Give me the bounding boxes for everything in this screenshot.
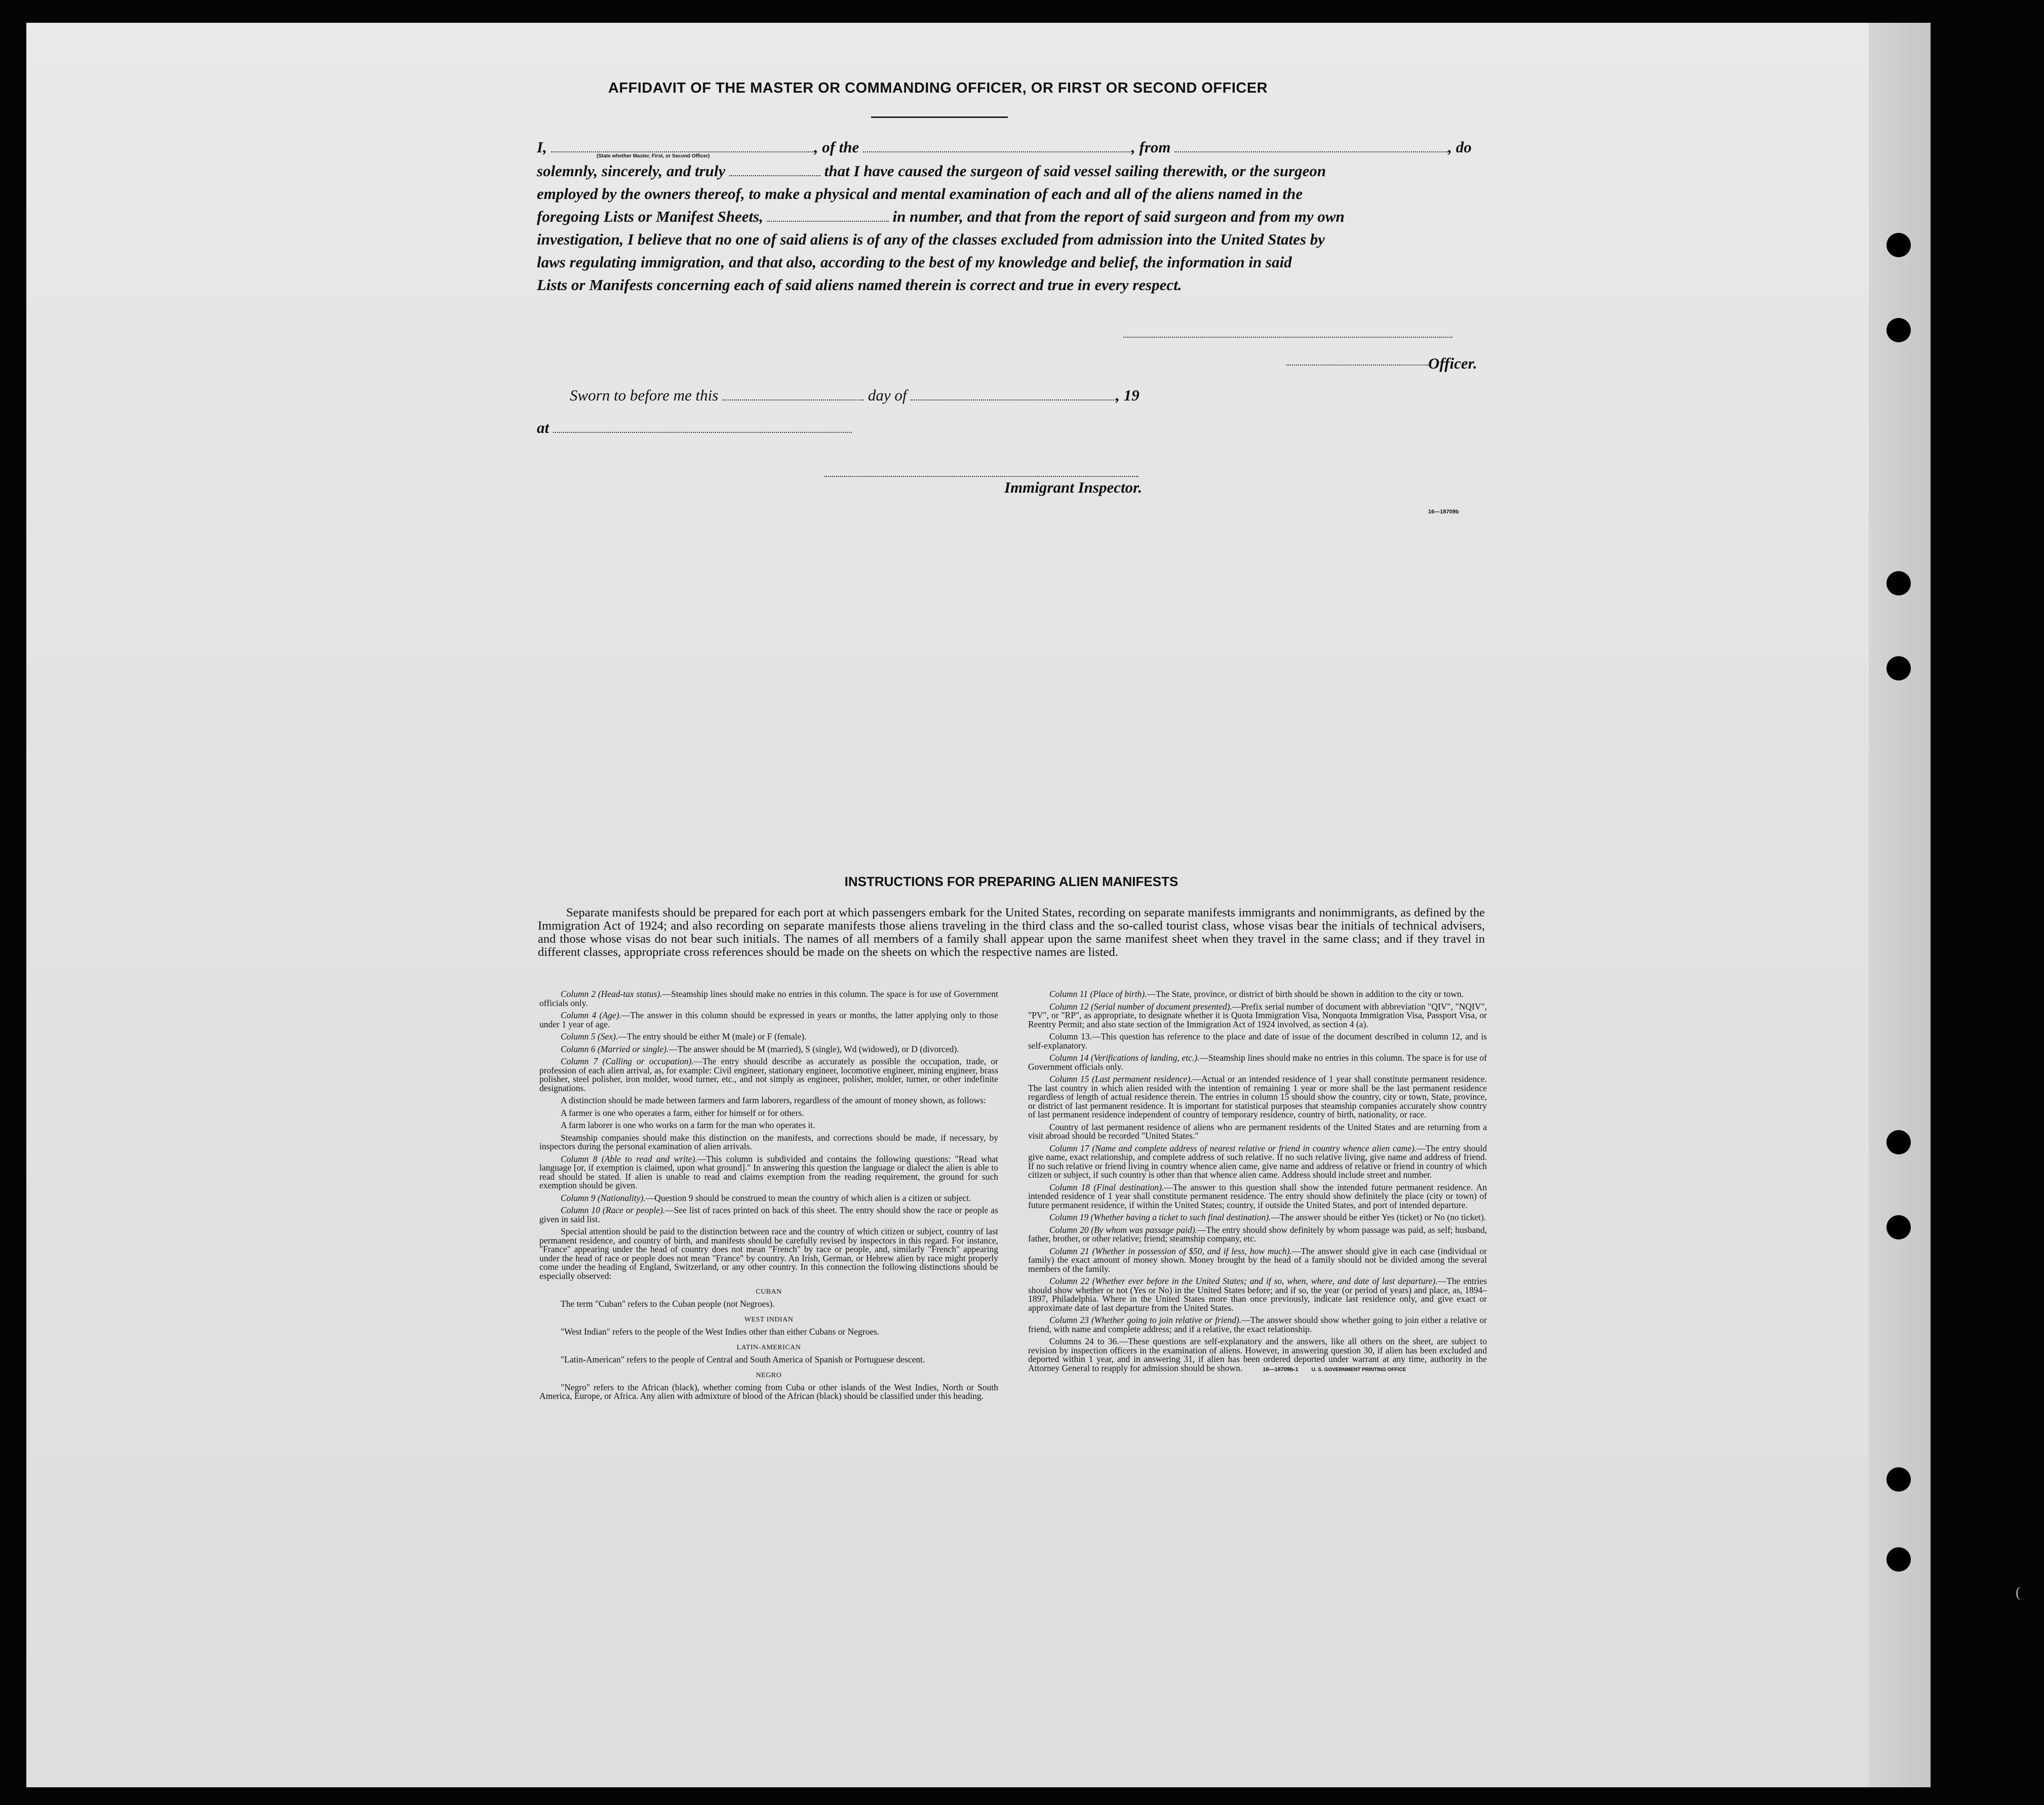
column-2-note: Column 2 (Head-tax status).—Steamship lines should make no entries in this column. The space is for use of Government officials only. (539, 989, 998, 1008)
affidavit-text: I, (537, 138, 547, 156)
sheet-count-blank (767, 209, 889, 222)
port-blank (1174, 139, 1448, 152)
latin-american-heading: LATIN-AMERICAN (736, 1344, 801, 1351)
latin-american-definition: "Latin-American" refers to the people of Central and South America of Spanish or Portuguese descent. (561, 1354, 925, 1365)
printing-office-credit: U. S. GOVERNMENT PRINTING OFFICE (1311, 1367, 1406, 1373)
column-4-note: Column 4 (Age).—The answer in this column should be expressed in years or months, the latter applying only to those under 1 year of age. (539, 1010, 998, 1029)
column-13-note: Column 13.—This question has reference to the place and date of issue of the document described in column 12, and is self-explanatory. (1028, 1031, 1487, 1051)
punch-hole (1886, 233, 1911, 257)
column-21-note: Column 21 (Whether in possession of $50, and if less, how much).—The answer should give in each case (individual or family) the exact amount of money shown. Money brought by the head of a family should not be divided among the several members of the family. (1028, 1246, 1487, 1274)
farmer-note: A farmer is one who operates a farm, either for himself or for others. (561, 1107, 804, 1118)
column-15-note: Column 15 (Last permanent residence).—Actual or an intended residence of 1 year shall constitute permanent residence. The last country in which alien resided with the intention of remaining 1 year or more shall be the last permanent residence regardless of length of actual residence therein. The entries in column 15 should show the country, city or town, State, province, or district of last permanent residence. It is important for statistical purposes that steamship companies accurately show country of last permanent residence independent of country of temporary residence, country of birth, nationality, or race. (1028, 1074, 1487, 1119)
affidavit-title: AFFIDAVIT OF THE MASTER OR COMMANDING OFFICER, OR FIRST OR SECOND OFFICER (608, 80, 1268, 96)
column-11-note: Column 11 (Place of birth).—The State, province, or district of birth should be shown in addition to the city or town. (1049, 989, 1464, 999)
affidavit-line-2 (537, 159, 1484, 182)
instructions-intro: Separate manifests should be prepared for each port at which passengers embark for the United States, recording on separate manifests immigrants and nonimmigrants, as defined by the Immigration Act of 1924; and also recording on separate manifests those aliens traveling in the third class and the so-called tourist class, whose visas bear the initials of technical advisers, and those whose visas do not bear such initials. The names of all members of a family shall appear upon the same manifest sheet when they travel in the same class; and if they travel in different classes, appropriate cross references should be made on the sheets on which the respective names are listed. (538, 906, 1485, 959)
column-5-note: Column 5 (Sex).—The entry should be either M (male) or F (female). (561, 1031, 807, 1041)
officer-rank-blank (551, 139, 814, 152)
column-6-note: Column 6 (Married or single).—The answer should be M (married), S (single), Wd (widowed), or D (divorced). (561, 1044, 959, 1054)
column-18-note: Column 18 (Final destination).—The answer to this question shall show the intended future permanent residence. An intended residence of 1 year shall constitute permanent residence. The entry should show definitely the place (city or town) of future permanent residence, if within the United States; country, if outside the United States, and port of intended departure. (1028, 1182, 1487, 1210)
column-9-note: Column 9 (Nationality).—Question 9 should be construed to mean the country of which alien is a citizen or subject. (561, 1192, 971, 1203)
affidavit-line-3: employed by the owners thereof, to make a physical and mental examination of each and all of the aliens named in the (537, 185, 1303, 203)
negro-definition: "Negro" refers to the African (black), whether coming from Cuba or other islands of the West Indies, North or South America, Europe, or Africa. Any alien with admixture of blood of the African (black) should be classified under this heading. (539, 1382, 998, 1401)
punch-hole (1886, 1547, 1911, 1572)
binding-strip (1869, 23, 1931, 1787)
column-23-note: Column 23 (Whether going to join relative or friend).—The answer should show whether going to join either a relative or friend, with name and complete address; and if a relative, the exact relationship. (1028, 1315, 1487, 1334)
instructions-right-column (1028, 990, 1487, 1378)
sworn-day-blank (722, 387, 864, 400)
form-number: 16—18709b (1428, 509, 1459, 515)
affidavit-line-5: investigation, I believe that no one of said aliens is of any of the classes excluded from admission into the United States by (537, 230, 1325, 248)
punch-hole (1886, 1467, 1911, 1492)
columns-24-36-note: Columns 24 to 36.—These questions are self-explanatory and the answers, like all others on the sheet, are subject to revision by inspection officers in the examination of aliens. However, in answering question 30, if alien has been excluded and deported within 1 year, and in answering 31, if alien has been ordered deported under warrant at any time, authority in the Attorney General to reapply for admission should be shown. 16—18709b-1 U. S. GOVERNMENT PRINTING OFFICE (1028, 1336, 1487, 1373)
column-20-note: Column 20 (By whom was passage paid).—The entry should show definitely by whom passage was paid, as self; husband, father, brother, or other relative; friend; steamship company, etc. (1028, 1224, 1487, 1244)
form-number-2: 16—18709b-1 (1263, 1366, 1299, 1373)
affidavit-text: in number, and that from the report of said surgeon and from my own (892, 208, 1345, 225)
affidavit-text: , 19 (1116, 386, 1139, 404)
column-12-note: Column 12 (Serial number of document presented).—Prefix serial number of document with abbreviation "QIV", "NQIV", "PV", or "RP", as appropriate, to designate whether it is Quota Immigration Visa, Nonquota Immigration Visa, Passport Visa, or Reentry Permit; and also state section of the Immigration Act of 1924 involved, as section 4 (a). (1028, 1001, 1487, 1029)
place-blank (553, 420, 852, 433)
affidavit-line-7: Lists or Manifests concerning each of said aliens named therein is correct and true in every respect. (537, 276, 1182, 294)
column-17-note: Column 17 (Name and complete address of nearest relative or friend in country whence alien came).—The entry should give name, exact relationship, and complete address of such relative. If no such relative living, give name and address of friend. If no such relative or friend living in country whence alien came, give name and address of relative or friend in country of which citizen or subject, if such country is other than that whence alien came. Address should include street and number. (1028, 1143, 1487, 1180)
vessel-name-blank (863, 139, 1131, 152)
negro-heading: NEGRO (756, 1372, 782, 1379)
oath-blank (729, 163, 820, 176)
affidavit-text: , do (1448, 138, 1472, 156)
country-residence-note: Country of last permanent residence of aliens who are permanent residents of the United States and are returning from a visit abroad should be recorded "United States." (1028, 1121, 1487, 1141)
affidavit-text: day of (868, 386, 907, 404)
affidavit-text: at (537, 419, 549, 436)
column-8-note: Column 8 (Able to read and write).—This column is subdivided and contains the following questions: "Read what language [or, if exemption is claimed, upon what ground]." In answering this question the language or dialect the alien is able to read should be stated. If alien is unable to read and claims exemption from the reading requirement, the ground for such exemption should be given. (539, 1153, 998, 1190)
punch-hole (1886, 571, 1911, 595)
affidavit-line-4 (537, 205, 1484, 228)
affidavit-line-6: laws regulating immigration, and that also, according to the best of my knowledge and belief, the information in said (537, 253, 1292, 271)
affidavit-text: solemnly, sincerely, and truly (537, 162, 726, 180)
west-indian-definition: "West Indian" refers to the people of the West Indies other than either Cubans or Negroes. (561, 1326, 880, 1337)
steamship-note: Steamship companies should make this distinction on the manifests, and corrections should be made, if necessary, by inspectors during the personal examination of alien arrivals. (539, 1132, 998, 1151)
instructions-left-column (539, 990, 998, 1405)
officer-label: Officer. (1428, 354, 1477, 372)
sworn-line (570, 384, 1279, 407)
punch-hole (1886, 1215, 1911, 1239)
officer-signature-line (1123, 337, 1452, 338)
inspector-label: Immigrant Inspector. (1004, 478, 1143, 496)
sworn-month-blank (911, 387, 1116, 400)
affidavit-text: that I have caused the surgeon of said vessel sailing therewith, or the surgeon (824, 162, 1326, 180)
column-14-note: Column 14 (Verifications of landing, etc.).—Steamship lines should make no entries in this column. The space is for use of Government officials only. (1028, 1053, 1487, 1072)
farm-note: A distinction should be made between farmers and farm laborers, regardless of the amount of money shown, as follows: (561, 1095, 986, 1105)
affidavit-text: , of the (814, 138, 859, 156)
at-line (537, 416, 891, 439)
column-22-note: Column 22 (Whether ever before in the United States; and if so, when, where, and date of last departure).—The entries should show whether or not (Yes or No) in the United States before; and if so, the year (or period of years) and place, as, 1894–1897, Philadelphia. Where in the United States more than once previously, indicate last residence only, and give exact or approximate date of last departure from the United States. (1028, 1276, 1487, 1313)
farm-laborer-note: A farm laborer is one who works on a farm for the man who operates it. (561, 1120, 815, 1130)
punch-hole (1886, 1130, 1911, 1154)
instructions-title: INSTRUCTIONS FOR PREPARING ALIEN MANIFESTS (844, 874, 1178, 889)
column-19-note: Column 19 (Whether having a ticket to such final destination).—The answer should be either Yes (ticket) or No (no ticket). (1049, 1212, 1486, 1222)
state-note: (State whether Master, First, or Second Officer) (597, 153, 710, 159)
punch-hole (1886, 318, 1911, 342)
west-indian-heading: WEST INDIAN (744, 1316, 794, 1323)
punch-hole (1886, 656, 1911, 680)
affidavit-text: , from (1131, 138, 1171, 156)
affidavit-text: Sworn to before me this (570, 386, 719, 404)
title-rule (871, 116, 1008, 118)
officer-signature-line (1286, 365, 1428, 366)
special-attention-note: Special attention should be paid to the distinction between race and the country of which citizen or subject, country of last permanent residence, and country of birth, and manifests should be carefully revised by inspectors in this regard. For instance, "France" appearing under the head of country does not mean "French" by race or people, and, similarly "French" appearing under the head of race or people does not mean "France" by country. An Irish, German, or Hebrew alien by race might properly come under the heading of England, Switzerland, or any other country. In this connection the following distinctions should be especially observed: (539, 1226, 998, 1281)
affidavit-text: foregoing Lists or Manifest Sheets, (537, 208, 763, 225)
column-7-note: Column 7 (Calling or occupation).—The entry should describe as accurately as possible the occupation, trade, or profession of each alien arrival, as, for example: Civil engineer, stationary engineer, locomotive engineer, mining engineer, brass polisher, steel polisher, iron molder, wood turner, etc., and not simply as engineer, polisher, molder, turner, or other indefinite designations. (539, 1056, 998, 1093)
cuban-heading: CUBAN (756, 1288, 782, 1296)
cuban-definition: The term "Cuban" refers to the Cuban people (not Negroes). (561, 1298, 775, 1309)
edge-mark: ( (2016, 1585, 2021, 1600)
column-10-note: Column 10 (Race or people).—See list of races printed on back of this sheet. The entry should show the race or people as given in said list. (539, 1205, 998, 1224)
